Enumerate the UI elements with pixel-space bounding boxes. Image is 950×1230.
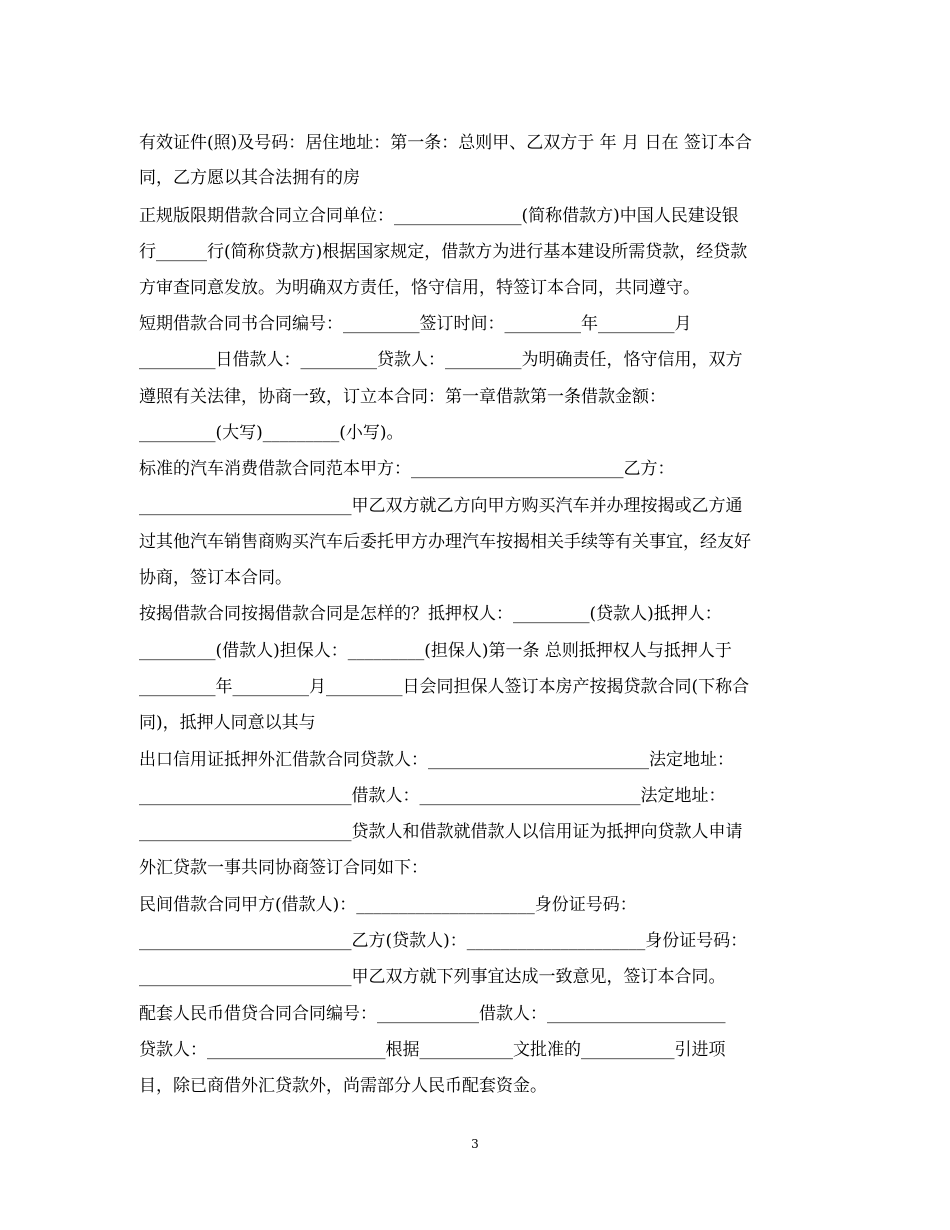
text-line: 配套人民币借贷合同合同编号：____________借款人：_____________________	[139, 1004, 726, 1024]
text-line: 方审查同意发放。为明确双方责任，恪守信用，特签订本合同，共同遵守。	[139, 278, 700, 298]
text-line: _________日借款人：_________贷款人：_________为明确责任，恪守信用，双方	[139, 350, 743, 370]
text-line: 出口信用证抵押外汇借款合同贷款人：__________________________法定地址：	[139, 750, 734, 770]
text-line: 正规版限期借款合同立合同单位：_______________(简称借款方)中国人民建设银	[139, 206, 739, 226]
text-line: _________________________甲乙双方就乙方向甲方购买汽车并办理按揭或乙方通	[139, 496, 743, 516]
page-number: 3	[471, 1137, 479, 1151]
text-line: 标准的汽车消费借款合同范本甲方：_________________________乙方：	[139, 459, 675, 479]
text-line: 短期借款合同书合同编号：_________签订时间：_________年_________月	[139, 314, 692, 334]
text-line: 同)，抵押人同意以其与	[139, 713, 316, 733]
text-line: 过其他汽车销售商购买汽车后委托甲方办理汽车按揭相关手续等有关事宜，经友好	[139, 532, 751, 552]
text-line: 外汇贷款一事共同协商签订合同如下：	[139, 858, 428, 878]
text-line: 有效证件(照)及号码：居住地址：第一条：总则甲、乙双方于 年 月 日在 签订本合	[139, 133, 752, 153]
text-line: _________年_________月_________日会同担保人签订本房产按揭贷款合同(下称合	[139, 677, 750, 697]
text-line: _________(大写)_________(小写)。	[139, 423, 404, 443]
text-line: _________________________乙方(贷款人)：_____________________身份证号码：	[139, 931, 748, 951]
text-line: 目，除已商借外汇贷款外，尚需部分人民币配套资金。	[139, 1076, 547, 1096]
text-line: _________________________借款人：__________________________法定地址：	[139, 786, 726, 806]
text-line: 贷款人：_____________________根据___________文批准的___________引进项	[139, 1040, 726, 1060]
text-line: _________________________甲乙双方就下列事宜达成一致意见，签订本合同。	[139, 967, 726, 987]
text-line: 按揭借款合同按揭借款合同是怎样的？抵押权人：_________(贷款人)抵押人：	[139, 604, 722, 624]
text-line: 行______行(简称贷款方)根据国家规定，借款方为进行基本建设所需贷款，经贷款	[139, 242, 748, 262]
text-line: _________(借款人)担保人：_________(担保人)第一条 总则抵押权人与抵押人于	[139, 641, 732, 661]
text-line: 协商，签订本合同。	[139, 568, 292, 588]
text-line: _________________________贷款人和借款就借款人以信用证为抵押向贷款人申请	[139, 822, 743, 842]
text-line: 民间借款合同甲方(借款人)：_____________________身份证号码：	[139, 895, 637, 915]
text-line: 遵照有关法律，协商一致，订立本合同：第一章借款第一条借款金额：	[139, 387, 666, 407]
text-line: 同，乙方愿以其合法拥有的房	[139, 168, 360, 188]
